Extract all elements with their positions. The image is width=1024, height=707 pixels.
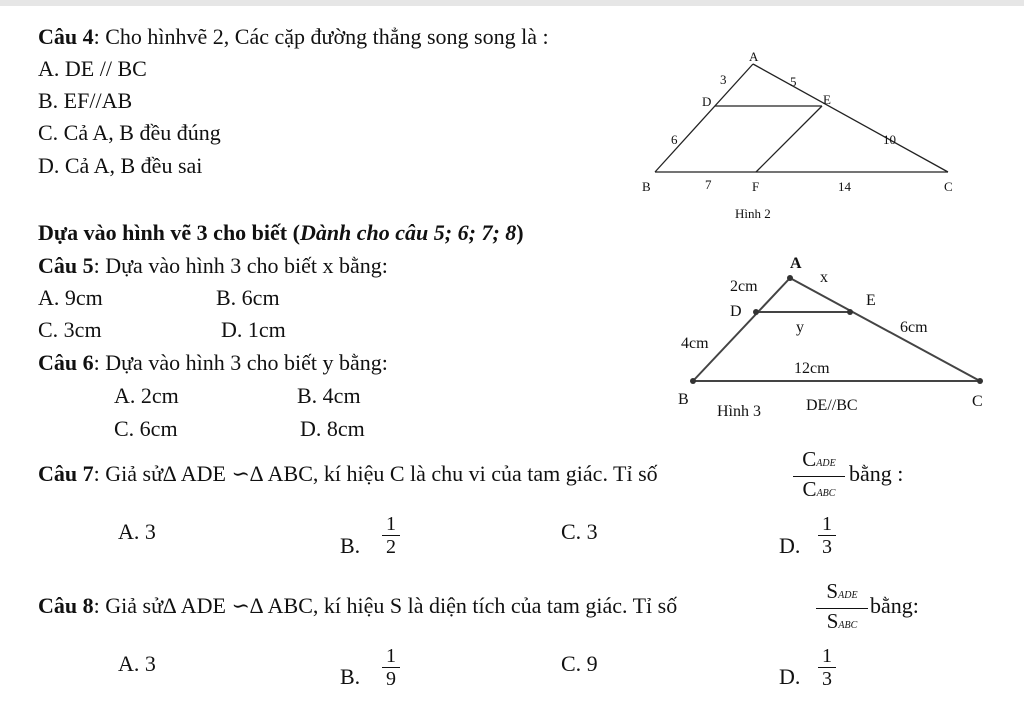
section-close: )	[516, 220, 524, 245]
q8-ratio	[816, 579, 868, 638]
dot-b	[690, 378, 696, 384]
q7-ratio	[793, 447, 845, 506]
fig3-note: DE//BC	[806, 397, 858, 414]
q5-option-b: B. 6cm	[216, 285, 280, 310]
q8-text: : Giả sử∆ ADE ∽∆ ABC, kí hiệu S là diện tích của tam giác. Tỉ số	[93, 593, 678, 618]
fig3-label-ec: 6cm	[900, 319, 928, 336]
figure-3	[660, 244, 1000, 424]
q6-option-c: C. 6cm	[114, 416, 178, 441]
q6-option-a: A. 2cm	[114, 383, 179, 408]
section-heading	[38, 220, 524, 246]
q5-text: : Dựa vào hình 3 cho biết x bằng:	[93, 253, 388, 278]
fig3-label-bc: 12cm	[794, 360, 830, 377]
top-border	[0, 0, 1024, 6]
q4-question	[38, 24, 549, 50]
q8-ratio-den: S	[826, 609, 839, 633]
q7-ratio-den: C	[802, 477, 817, 501]
q7-option-d-fraction	[818, 513, 836, 558]
q4-text: : Cho hìnhvẽ 2, Các cặp đường thẳng song song là :	[93, 24, 549, 49]
q8-option-c: C. 9	[561, 651, 598, 676]
fig2-point-b: B	[642, 179, 651, 194]
fig2-label-ec: 10	[883, 132, 896, 147]
section-intro: Dựa vào hình vẽ 3 cho biết (	[38, 220, 300, 245]
line-ac	[753, 64, 948, 172]
q7-option-b-fraction	[382, 513, 400, 558]
q8-ratio-num-sub: ADE	[838, 590, 858, 601]
q7-ratio-den-sub: ABC	[816, 488, 836, 499]
q5-label: Câu 5	[38, 253, 94, 278]
fig2-caption: Hình 2	[735, 206, 771, 221]
q7-option-d-den: 3	[818, 535, 836, 558]
fig2-label-fc: 14	[838, 179, 851, 194]
fig2-label-ad: 3	[720, 72, 727, 87]
q5-option-d: D. 1cm	[221, 317, 286, 342]
section-italic: Dành cho câu 5; 6; 7; 8	[299, 220, 517, 245]
q7-option-c: C. 3	[561, 519, 598, 544]
q8-option-b-den: 9	[382, 667, 400, 690]
q5-option-c: C. 3cm	[38, 317, 102, 342]
q8-option-a: A. 3	[118, 651, 156, 676]
q8-ratio-num: S	[826, 579, 839, 603]
q7-option-d-num: 1	[822, 513, 832, 535]
fig3-label-de: y	[796, 319, 804, 336]
q7-ratio-num: C	[802, 447, 817, 471]
fig2-label-db: 6	[671, 132, 678, 147]
q7-option-a: A. 3	[118, 519, 156, 544]
fig2-point-a: A	[749, 49, 759, 64]
q8-ratio-den-sub: ABC	[838, 620, 858, 631]
q7-option-b-den: 2	[382, 535, 400, 558]
dot-d	[753, 309, 759, 315]
q4-option-a: A. DE // BC	[38, 56, 147, 81]
q5-question	[38, 253, 388, 279]
q8-option-d-num: 1	[822, 645, 832, 667]
fig2-point-e: E	[823, 92, 831, 107]
fig3-label-ae: x	[820, 269, 828, 286]
q7-option-b-num: 1	[386, 513, 396, 535]
dot-e	[847, 309, 853, 315]
dot-c	[977, 378, 983, 384]
dot-a	[787, 275, 793, 281]
fig3-caption: Hình 3	[717, 403, 761, 420]
q8-label: Câu 8	[38, 593, 94, 618]
q8-option-d-den: 3	[818, 667, 836, 690]
q4-option-c: C. Cả A, B đều đúng	[38, 120, 221, 145]
q6-option-b: B. 4cm	[297, 383, 361, 408]
q7-option-d: D.	[779, 533, 801, 558]
q7-tail: bằng :	[849, 461, 904, 486]
q6-text: : Dựa vào hình 3 cho biết y bằng:	[93, 350, 388, 375]
fig3-point-a: A	[790, 255, 802, 272]
figure-2	[630, 44, 970, 234]
q8-option-b-fraction	[382, 645, 400, 690]
q7-ratio-num-sub: ADE	[816, 458, 836, 469]
q5-option-a: A. 9cm	[38, 285, 103, 310]
fig2-point-d: D	[702, 94, 712, 109]
fig2-label-ae: 5	[790, 74, 797, 89]
q7-text: : Giả sử∆ ADE ∽∆ ABC, kí hiệu C là chu vi của tam giác. Tỉ số	[93, 461, 658, 486]
fig2-point-f: F	[752, 179, 760, 194]
q8-option-d-fraction	[818, 645, 836, 690]
q8-option-b: B.	[340, 664, 361, 689]
q7-question	[38, 461, 658, 487]
q4-label: Câu 4	[38, 24, 94, 49]
fig2-point-c: C	[944, 179, 953, 194]
fig3-point-c: C	[972, 393, 983, 410]
q6-label: Câu 6	[38, 350, 94, 375]
q6-question	[38, 350, 388, 376]
fig3-label-db: 4cm	[681, 335, 709, 352]
line-ef	[756, 106, 822, 172]
q6-option-d: D. 8cm	[300, 416, 365, 441]
fig3-point-b: B	[678, 391, 689, 408]
q8-option-b-num: 1	[386, 645, 396, 667]
q7-option-b: B.	[340, 533, 361, 558]
q4-option-b: B. EF//AB	[38, 88, 133, 113]
fig3-point-d: D	[730, 303, 742, 320]
q8-tail: bằng:	[870, 593, 919, 618]
q8-question	[38, 593, 677, 619]
fig3-point-e: E	[866, 292, 876, 309]
fig2-label-bf: 7	[705, 177, 712, 192]
q4-option-d: D. Cả A, B đều sai	[38, 153, 203, 178]
fig3-label-ad: 2cm	[730, 278, 758, 295]
q8-option-d: D.	[779, 664, 801, 689]
q7-label: Câu 7	[38, 461, 94, 486]
line-ab	[655, 64, 753, 172]
